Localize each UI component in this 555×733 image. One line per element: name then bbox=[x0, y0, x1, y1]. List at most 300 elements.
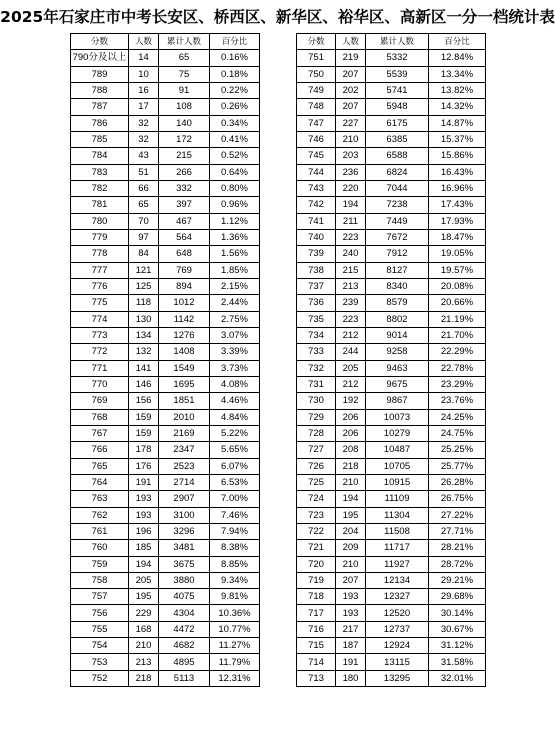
cell-cumulative: 7449 bbox=[366, 213, 429, 229]
cell-percentage: 28.21% bbox=[429, 540, 486, 556]
cell-count: 159 bbox=[129, 409, 159, 425]
cell-score: 789 bbox=[71, 66, 129, 82]
cell-score: 781 bbox=[71, 197, 129, 213]
cell-score: 785 bbox=[71, 131, 129, 147]
table-row bbox=[71, 572, 260, 588]
cell-percentage: 16.96% bbox=[429, 180, 486, 196]
cell-cumulative: 4895 bbox=[159, 654, 210, 670]
cell-count: 193 bbox=[129, 491, 159, 507]
cell-cumulative: 12737 bbox=[366, 621, 429, 637]
cell-cumulative: 12924 bbox=[366, 638, 429, 654]
cell-count: 187 bbox=[336, 638, 366, 654]
cell-count: 217 bbox=[336, 621, 366, 637]
cell-percentage: 14.87% bbox=[429, 115, 486, 131]
table-row bbox=[297, 425, 486, 441]
cell-count: 244 bbox=[336, 344, 366, 360]
cell-percentage: 23.29% bbox=[429, 376, 486, 392]
cell-cumulative: 2907 bbox=[159, 491, 210, 507]
cell-percentage: 0.22% bbox=[210, 82, 260, 98]
cell-score: 765 bbox=[71, 458, 129, 474]
cell-cumulative: 7044 bbox=[366, 180, 429, 196]
cell-score: 752 bbox=[71, 670, 129, 686]
cell-percentage: 22.29% bbox=[429, 344, 486, 360]
table-row bbox=[297, 327, 486, 343]
cell-percentage: 0.18% bbox=[210, 66, 260, 82]
cell-score: 772 bbox=[71, 344, 129, 360]
header-score: 分数 bbox=[71, 34, 129, 50]
cell-score: 756 bbox=[71, 605, 129, 621]
table-row bbox=[297, 442, 486, 458]
cell-score: 748 bbox=[297, 99, 336, 115]
cell-cumulative: 10487 bbox=[366, 442, 429, 458]
table-row bbox=[297, 311, 486, 327]
cell-cumulative: 10915 bbox=[366, 474, 429, 490]
cell-percentage: 13.82% bbox=[429, 82, 486, 98]
table-row bbox=[297, 572, 486, 588]
cell-cumulative: 6588 bbox=[366, 148, 429, 164]
cell-score: 750 bbox=[297, 66, 336, 82]
cell-score: 777 bbox=[71, 262, 129, 278]
cell-score: 760 bbox=[71, 540, 129, 556]
table-row bbox=[71, 376, 260, 392]
cell-score: 738 bbox=[297, 262, 336, 278]
score-table-left bbox=[70, 33, 260, 687]
cell-percentage: 0.16% bbox=[210, 50, 260, 66]
cell-percentage: 1.36% bbox=[210, 229, 260, 245]
cell-percentage: 1.56% bbox=[210, 246, 260, 262]
cell-percentage: 0.80% bbox=[210, 180, 260, 196]
cell-percentage: 26.75% bbox=[429, 491, 486, 507]
table-row bbox=[71, 458, 260, 474]
score-table-right bbox=[296, 33, 486, 687]
cell-count: 218 bbox=[336, 458, 366, 474]
cell-count: 213 bbox=[129, 654, 159, 670]
cell-count: 196 bbox=[129, 523, 159, 539]
cell-count: 240 bbox=[336, 246, 366, 262]
cell-percentage: 29.21% bbox=[429, 572, 486, 588]
cell-count: 210 bbox=[129, 638, 159, 654]
cell-cumulative: 5539 bbox=[366, 66, 429, 82]
cell-score: 764 bbox=[71, 474, 129, 490]
cell-percentage: 8.38% bbox=[210, 540, 260, 556]
cell-cumulative: 2347 bbox=[159, 442, 210, 458]
cell-percentage: 31.58% bbox=[429, 654, 486, 670]
table-row bbox=[71, 425, 260, 441]
table-row bbox=[71, 213, 260, 229]
cell-count: 203 bbox=[336, 148, 366, 164]
cell-percentage: 1.12% bbox=[210, 213, 260, 229]
table-row bbox=[297, 99, 486, 115]
cell-cumulative: 12520 bbox=[366, 605, 429, 621]
cell-cumulative: 894 bbox=[159, 278, 210, 294]
cell-cumulative: 9258 bbox=[366, 344, 429, 360]
cell-count: 205 bbox=[336, 360, 366, 376]
cell-score: 769 bbox=[71, 393, 129, 409]
table-row bbox=[71, 311, 260, 327]
cell-percentage: 8.85% bbox=[210, 556, 260, 572]
cell-count: 218 bbox=[129, 670, 159, 686]
cell-cumulative: 5741 bbox=[366, 82, 429, 98]
cell-count: 195 bbox=[129, 589, 159, 605]
cell-count: 134 bbox=[129, 327, 159, 343]
table-row bbox=[71, 66, 260, 82]
cell-count: 223 bbox=[336, 311, 366, 327]
cell-count: 84 bbox=[129, 246, 159, 262]
cell-cumulative: 12327 bbox=[366, 589, 429, 605]
table-row bbox=[71, 327, 260, 343]
cell-cumulative: 1695 bbox=[159, 376, 210, 392]
cell-cumulative: 7672 bbox=[366, 229, 429, 245]
cell-percentage: 2.15% bbox=[210, 278, 260, 294]
cell-cumulative: 1142 bbox=[159, 311, 210, 327]
cell-cumulative: 9867 bbox=[366, 393, 429, 409]
cell-percentage: 15.86% bbox=[429, 148, 486, 164]
table-row bbox=[297, 50, 486, 66]
cell-cumulative: 3880 bbox=[159, 572, 210, 588]
table-row bbox=[297, 229, 486, 245]
cell-cumulative: 3481 bbox=[159, 540, 210, 556]
table-row bbox=[71, 295, 260, 311]
table-row bbox=[297, 115, 486, 131]
cell-count: 125 bbox=[129, 278, 159, 294]
table-row bbox=[297, 295, 486, 311]
cell-cumulative: 769 bbox=[159, 262, 210, 278]
cell-percentage: 23.76% bbox=[429, 393, 486, 409]
cell-score: 731 bbox=[297, 376, 336, 392]
cell-percentage: 7.00% bbox=[210, 491, 260, 507]
cell-cumulative: 6824 bbox=[366, 164, 429, 180]
cell-score: 713 bbox=[297, 670, 336, 686]
cell-count: 209 bbox=[336, 540, 366, 556]
cell-count: 229 bbox=[129, 605, 159, 621]
cell-score: 746 bbox=[297, 131, 336, 147]
cell-cumulative: 397 bbox=[159, 197, 210, 213]
cell-score: 787 bbox=[71, 99, 129, 115]
cell-score: 771 bbox=[71, 360, 129, 376]
table-row bbox=[297, 131, 486, 147]
cell-cumulative: 4075 bbox=[159, 589, 210, 605]
table-row bbox=[71, 540, 260, 556]
cell-count: 43 bbox=[129, 148, 159, 164]
cell-score: 734 bbox=[297, 327, 336, 343]
table-row bbox=[71, 197, 260, 213]
cell-score: 758 bbox=[71, 572, 129, 588]
cell-cumulative: 3100 bbox=[159, 507, 210, 523]
cell-count: 202 bbox=[336, 82, 366, 98]
cell-percentage: 29.68% bbox=[429, 589, 486, 605]
cell-percentage: 0.26% bbox=[210, 99, 260, 115]
cell-score: 742 bbox=[297, 197, 336, 213]
cell-percentage: 12.84% bbox=[429, 50, 486, 66]
table-row bbox=[297, 376, 486, 392]
table-row bbox=[297, 409, 486, 425]
cell-count: 130 bbox=[129, 311, 159, 327]
table-row bbox=[71, 50, 260, 66]
cell-count: 180 bbox=[336, 670, 366, 686]
cell-percentage: 3.73% bbox=[210, 360, 260, 376]
cell-percentage: 18.47% bbox=[429, 229, 486, 245]
cell-count: 210 bbox=[336, 474, 366, 490]
cell-count: 194 bbox=[336, 197, 366, 213]
cell-cumulative: 140 bbox=[159, 115, 210, 131]
cell-count: 191 bbox=[336, 654, 366, 670]
cell-percentage: 12.31% bbox=[210, 670, 260, 686]
cell-count: 17 bbox=[129, 99, 159, 115]
header-count: 人数 bbox=[129, 34, 159, 50]
table-row bbox=[71, 82, 260, 98]
table-row bbox=[297, 474, 486, 490]
cell-percentage: 1.85% bbox=[210, 262, 260, 278]
cell-percentage: 27.71% bbox=[429, 523, 486, 539]
table-row bbox=[297, 491, 486, 507]
cell-cumulative: 11304 bbox=[366, 507, 429, 523]
cell-percentage: 11.79% bbox=[210, 654, 260, 670]
cell-count: 220 bbox=[336, 180, 366, 196]
header-count: 人数 bbox=[336, 34, 366, 50]
table-row bbox=[71, 491, 260, 507]
table-row bbox=[71, 246, 260, 262]
cell-cumulative: 332 bbox=[159, 180, 210, 196]
table-row bbox=[297, 148, 486, 164]
cell-score: 786 bbox=[71, 115, 129, 131]
cell-score: 725 bbox=[297, 474, 336, 490]
table-row bbox=[71, 654, 260, 670]
cell-count: 205 bbox=[129, 572, 159, 588]
cell-cumulative: 13115 bbox=[366, 654, 429, 670]
cell-percentage: 9.34% bbox=[210, 572, 260, 588]
cell-count: 65 bbox=[129, 197, 159, 213]
cell-count: 32 bbox=[129, 131, 159, 147]
cell-count: 223 bbox=[336, 229, 366, 245]
cell-percentage: 4.84% bbox=[210, 409, 260, 425]
cell-score: 723 bbox=[297, 507, 336, 523]
cell-count: 207 bbox=[336, 572, 366, 588]
cell-score: 728 bbox=[297, 425, 336, 441]
cell-count: 207 bbox=[336, 66, 366, 82]
cell-percentage: 24.25% bbox=[429, 409, 486, 425]
table-row bbox=[71, 507, 260, 523]
cell-percentage: 30.67% bbox=[429, 621, 486, 637]
cell-cumulative: 91 bbox=[159, 82, 210, 98]
cell-score: 735 bbox=[297, 311, 336, 327]
cell-percentage: 22.78% bbox=[429, 360, 486, 376]
cell-cumulative: 11508 bbox=[366, 523, 429, 539]
cell-score: 733 bbox=[297, 344, 336, 360]
cell-count: 70 bbox=[129, 213, 159, 229]
cell-cumulative: 9014 bbox=[366, 327, 429, 343]
table-row bbox=[297, 556, 486, 572]
cell-cumulative: 4682 bbox=[159, 638, 210, 654]
cell-cumulative: 5332 bbox=[366, 50, 429, 66]
cell-score: 736 bbox=[297, 295, 336, 311]
table-row bbox=[297, 540, 486, 556]
cell-score: 715 bbox=[297, 638, 336, 654]
table-row bbox=[297, 197, 486, 213]
cell-percentage: 27.22% bbox=[429, 507, 486, 523]
cell-score: 718 bbox=[297, 589, 336, 605]
cell-cumulative: 467 bbox=[159, 213, 210, 229]
cell-percentage: 0.64% bbox=[210, 164, 260, 180]
cell-percentage: 30.14% bbox=[429, 605, 486, 621]
cell-score: 722 bbox=[297, 523, 336, 539]
cell-percentage: 0.52% bbox=[210, 148, 260, 164]
cell-count: 208 bbox=[336, 442, 366, 458]
cell-percentage: 19.05% bbox=[429, 246, 486, 262]
cell-count: 159 bbox=[129, 425, 159, 441]
cell-score: 773 bbox=[71, 327, 129, 343]
page-title: 2025年石家庄市中考长安区、桥西区、新华区、裕华区、高新区一分一档统计表 bbox=[0, 8, 555, 26]
cell-score: 768 bbox=[71, 409, 129, 425]
table-row bbox=[71, 344, 260, 360]
cell-percentage: 13.34% bbox=[429, 66, 486, 82]
cell-score: 724 bbox=[297, 491, 336, 507]
cell-score: 729 bbox=[297, 409, 336, 425]
table-row bbox=[71, 131, 260, 147]
table-row bbox=[297, 213, 486, 229]
cell-score: 732 bbox=[297, 360, 336, 376]
cell-percentage: 6.53% bbox=[210, 474, 260, 490]
table-header-row bbox=[71, 34, 260, 50]
cell-cumulative: 266 bbox=[159, 164, 210, 180]
cell-count: 168 bbox=[129, 621, 159, 637]
cell-cumulative: 10279 bbox=[366, 425, 429, 441]
cell-count: 215 bbox=[336, 262, 366, 278]
cell-score: 754 bbox=[71, 638, 129, 654]
cell-score: 766 bbox=[71, 442, 129, 458]
cell-count: 32 bbox=[129, 115, 159, 131]
cell-count: 191 bbox=[129, 474, 159, 490]
cell-count: 206 bbox=[336, 425, 366, 441]
cell-score: 751 bbox=[297, 50, 336, 66]
cell-percentage: 0.96% bbox=[210, 197, 260, 213]
cell-cumulative: 7238 bbox=[366, 197, 429, 213]
table-row bbox=[71, 474, 260, 490]
table-row bbox=[71, 621, 260, 637]
cell-cumulative: 172 bbox=[159, 131, 210, 147]
table-row bbox=[297, 360, 486, 376]
cell-score: 739 bbox=[297, 246, 336, 262]
table-row bbox=[71, 360, 260, 376]
cell-score: 761 bbox=[71, 523, 129, 539]
cell-percentage: 3.07% bbox=[210, 327, 260, 343]
cell-score: 784 bbox=[71, 148, 129, 164]
cell-count: 212 bbox=[336, 376, 366, 392]
cell-score: 776 bbox=[71, 278, 129, 294]
cell-cumulative: 3296 bbox=[159, 523, 210, 539]
cell-percentage: 32.01% bbox=[429, 670, 486, 686]
cell-cumulative: 8579 bbox=[366, 295, 429, 311]
cell-count: 210 bbox=[336, 131, 366, 147]
cell-count: 239 bbox=[336, 295, 366, 311]
cell-score: 717 bbox=[297, 605, 336, 621]
cell-score: 720 bbox=[297, 556, 336, 572]
header-percentage: 百分比 bbox=[429, 34, 486, 50]
cell-score: 774 bbox=[71, 311, 129, 327]
cell-count: 212 bbox=[336, 327, 366, 343]
table-row bbox=[71, 99, 260, 115]
table-row bbox=[71, 638, 260, 654]
cell-percentage: 20.08% bbox=[429, 278, 486, 294]
header-percentage: 百分比 bbox=[210, 34, 260, 50]
cell-cumulative: 7912 bbox=[366, 246, 429, 262]
cell-score: 730 bbox=[297, 393, 336, 409]
table-row bbox=[71, 442, 260, 458]
table-row bbox=[71, 229, 260, 245]
cell-percentage: 7.46% bbox=[210, 507, 260, 523]
table-row bbox=[297, 654, 486, 670]
table-row bbox=[71, 180, 260, 196]
table-row bbox=[71, 115, 260, 131]
cell-count: 66 bbox=[129, 180, 159, 196]
cell-score: 737 bbox=[297, 278, 336, 294]
table-row bbox=[297, 180, 486, 196]
cell-count: 141 bbox=[129, 360, 159, 376]
table-row bbox=[71, 148, 260, 164]
cell-score: 782 bbox=[71, 180, 129, 196]
cell-percentage: 4.46% bbox=[210, 393, 260, 409]
cell-count: 176 bbox=[129, 458, 159, 474]
table-row bbox=[297, 507, 486, 523]
cell-count: 132 bbox=[129, 344, 159, 360]
table-row bbox=[297, 393, 486, 409]
cell-cumulative: 2010 bbox=[159, 409, 210, 425]
cell-count: 227 bbox=[336, 115, 366, 131]
table-row bbox=[71, 393, 260, 409]
cell-cumulative: 9463 bbox=[366, 360, 429, 376]
cell-score: 779 bbox=[71, 229, 129, 245]
table-row bbox=[297, 458, 486, 474]
cell-score: 719 bbox=[297, 572, 336, 588]
cell-cumulative: 10073 bbox=[366, 409, 429, 425]
cell-score: 741 bbox=[297, 213, 336, 229]
table-row bbox=[297, 523, 486, 539]
table-row bbox=[71, 589, 260, 605]
cell-score: 740 bbox=[297, 229, 336, 245]
cell-percentage: 2.44% bbox=[210, 295, 260, 311]
cell-cumulative: 2169 bbox=[159, 425, 210, 441]
cell-score: 759 bbox=[71, 556, 129, 572]
cell-count: 193 bbox=[336, 605, 366, 621]
cell-percentage: 21.70% bbox=[429, 327, 486, 343]
cell-percentage: 15.37% bbox=[429, 131, 486, 147]
cell-cumulative: 65 bbox=[159, 50, 210, 66]
cell-cumulative: 215 bbox=[159, 148, 210, 164]
table-row bbox=[297, 66, 486, 82]
table-row bbox=[297, 621, 486, 637]
cell-percentage: 17.93% bbox=[429, 213, 486, 229]
cell-count: 146 bbox=[129, 376, 159, 392]
table-row bbox=[297, 638, 486, 654]
table-row bbox=[71, 409, 260, 425]
cell-percentage: 20.66% bbox=[429, 295, 486, 311]
cell-cumulative: 2523 bbox=[159, 458, 210, 474]
cell-percentage: 4.08% bbox=[210, 376, 260, 392]
cell-count: 236 bbox=[336, 164, 366, 180]
cell-count: 16 bbox=[129, 82, 159, 98]
cell-percentage: 3.39% bbox=[210, 344, 260, 360]
cell-count: 194 bbox=[336, 491, 366, 507]
cell-count: 207 bbox=[336, 99, 366, 115]
cell-count: 97 bbox=[129, 229, 159, 245]
cell-count: 178 bbox=[129, 442, 159, 458]
table-row bbox=[297, 589, 486, 605]
cell-count: 192 bbox=[336, 393, 366, 409]
cell-count: 206 bbox=[336, 409, 366, 425]
cell-cumulative: 1851 bbox=[159, 393, 210, 409]
cell-score: 749 bbox=[297, 82, 336, 98]
table-row bbox=[297, 262, 486, 278]
cell-count: 204 bbox=[336, 523, 366, 539]
